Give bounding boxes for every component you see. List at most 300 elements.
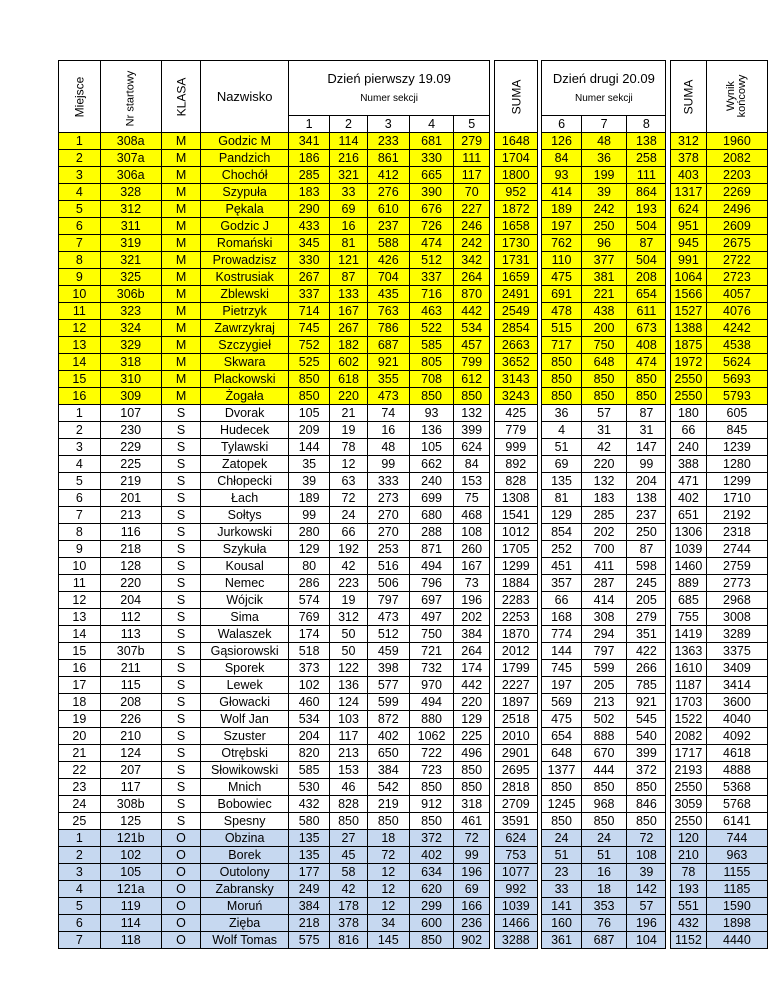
table-cell: Zatopek — [201, 456, 288, 473]
table-cell: 99 — [367, 456, 409, 473]
table-cell: 4092 — [706, 728, 767, 745]
table-cell: 72 — [627, 830, 666, 847]
table-row — [59, 456, 768, 473]
table-cell: S — [161, 609, 201, 626]
table-cell: 828 — [330, 796, 367, 813]
table-cell: 372 — [410, 830, 454, 847]
table-cell: 871 — [410, 541, 454, 558]
table-cell: Prowadzisz — [201, 252, 288, 269]
table-cell: Lewek — [201, 677, 288, 694]
results-table — [58, 60, 768, 949]
table-cell: 84 — [542, 150, 581, 167]
table-cell: 182 — [330, 337, 367, 354]
table-cell: 372 — [627, 762, 666, 779]
table-cell: 337 — [410, 269, 454, 286]
table-cell: 377 — [581, 252, 627, 269]
table-cell: 373 — [288, 660, 330, 677]
section-number: 5 — [454, 116, 490, 133]
table-cell: 902 — [454, 932, 490, 949]
table-cell: 951 — [670, 218, 706, 235]
table-cell: 7 — [59, 932, 101, 949]
table-cell: 330 — [288, 252, 330, 269]
table-cell: 253 — [367, 541, 409, 558]
table-cell: 12 — [367, 898, 409, 915]
table-cell: 1306 — [670, 524, 706, 541]
table-cell: 577 — [367, 677, 409, 694]
section-number: 7 — [581, 116, 627, 133]
table-row — [59, 813, 768, 830]
table-cell: 2082 — [706, 150, 767, 167]
table-row — [59, 541, 768, 558]
table-row — [59, 745, 768, 762]
table-cell: M — [161, 269, 201, 286]
table-cell: 39 — [581, 184, 627, 201]
table-cell: 442 — [454, 677, 490, 694]
table-cell: 237 — [627, 507, 666, 524]
table-cell: 763 — [367, 303, 409, 320]
table-cell: 117 — [330, 728, 367, 745]
table-cell: 51 — [542, 439, 581, 456]
table-cell: Chochół — [201, 167, 288, 184]
table-row — [59, 524, 768, 541]
table-cell: 319 — [100, 235, 161, 252]
table-cell: 216 — [330, 150, 367, 167]
table-cell: 850 — [542, 388, 581, 405]
table-cell: 574 — [288, 592, 330, 609]
table-cell: 270 — [367, 524, 409, 541]
table-cell: Kousal — [201, 558, 288, 575]
table-cell: 122 — [330, 660, 367, 677]
table-cell: M — [161, 235, 201, 252]
table-row — [59, 405, 768, 422]
table-cell: 204 — [288, 728, 330, 745]
table-row — [59, 269, 768, 286]
table-row — [59, 167, 768, 184]
table-cell: 205 — [627, 592, 666, 609]
table-cell: 213 — [100, 507, 161, 524]
table-cell: 290 — [288, 201, 330, 218]
table-cell: O — [161, 915, 201, 932]
table-cell: 762 — [542, 235, 581, 252]
table-cell: 648 — [581, 354, 627, 371]
table-cell: 110 — [542, 252, 581, 269]
table-row — [59, 354, 768, 371]
table-cell: 96 — [581, 235, 627, 252]
table-cell: Nemec — [201, 575, 288, 592]
table-cell: 2082 — [670, 728, 706, 745]
table-row — [59, 609, 768, 626]
section-number: 3 — [367, 116, 409, 133]
table-cell: 714 — [288, 303, 330, 320]
table-cell: M — [161, 133, 201, 150]
table-cell: 708 — [410, 371, 454, 388]
table-cell: 2012 — [494, 643, 537, 660]
table-cell: 685 — [670, 592, 706, 609]
table-cell: 202 — [454, 609, 490, 626]
table-cell: S — [161, 541, 201, 558]
section-number: 2 — [330, 116, 367, 133]
table-cell: 864 — [627, 184, 666, 201]
table-cell: 473 — [367, 388, 409, 405]
table-cell: 515 — [542, 320, 581, 337]
table-cell: 328 — [100, 184, 161, 201]
table-cell: 512 — [410, 252, 454, 269]
table-cell: 19 — [59, 711, 101, 728]
table-row — [59, 694, 768, 711]
table-cell: 264 — [454, 643, 490, 660]
table-row — [59, 643, 768, 660]
table-cell: S — [161, 779, 201, 796]
table-cell: 70 — [454, 184, 490, 201]
table-cell: 1280 — [706, 456, 767, 473]
table-cell: Tylawski — [201, 439, 288, 456]
table-cell: 307b — [100, 643, 161, 660]
table-cell: 18 — [581, 881, 627, 898]
table-cell: 279 — [454, 133, 490, 150]
table-cell: 534 — [454, 320, 490, 337]
table-cell: 816 — [330, 932, 367, 949]
table-cell: 1077 — [494, 864, 537, 881]
table-cell: 114 — [100, 915, 161, 932]
table-cell: 119 — [100, 898, 161, 915]
table-cell: 3 — [59, 864, 101, 881]
header-day2: Dzień drugi 20.09 Numer sekcji — [542, 61, 666, 116]
table-cell: 691 — [542, 286, 581, 303]
table-cell: 1239 — [706, 439, 767, 456]
table-cell: 197 — [542, 677, 581, 694]
table-cell: 600 — [410, 915, 454, 932]
table-cell: 114 — [330, 133, 367, 150]
table-cell: 585 — [288, 762, 330, 779]
table-cell: 828 — [494, 473, 537, 490]
table-cell: 769 — [288, 609, 330, 626]
table-cell: 118 — [100, 932, 161, 949]
table-cell: 2609 — [706, 218, 767, 235]
table-cell: 12 — [367, 864, 409, 881]
table-cell: 850 — [627, 388, 666, 405]
table-row — [59, 507, 768, 524]
table-cell: 219 — [367, 796, 409, 813]
table-cell: 245 — [627, 575, 666, 592]
table-cell: 6 — [59, 490, 101, 507]
table-cell: 345 — [288, 235, 330, 252]
table-cell: Mnich — [201, 779, 288, 796]
table-cell: 605 — [706, 405, 767, 422]
table-cell: 745 — [542, 660, 581, 677]
table-cell: 1898 — [706, 915, 767, 932]
table-row — [59, 762, 768, 779]
table-cell: 402 — [410, 847, 454, 864]
table-cell: Pękala — [201, 201, 288, 218]
table-cell: 105 — [410, 439, 454, 456]
table-cell: 1590 — [706, 898, 767, 915]
table-cell: 73 — [454, 575, 490, 592]
table-cell: 63 — [330, 473, 367, 490]
table-cell: 308b — [100, 796, 161, 813]
table-cell: 3008 — [706, 609, 767, 626]
table-cell: 260 — [454, 541, 490, 558]
table-cell: 796 — [410, 575, 454, 592]
table-cell: 230 — [100, 422, 161, 439]
table-cell: 442 — [454, 303, 490, 320]
table-cell: 99 — [288, 507, 330, 524]
table-cell: 968 — [581, 796, 627, 813]
table-cell: 478 — [542, 303, 581, 320]
table-cell: 361 — [542, 932, 581, 949]
table-cell: 12 — [367, 881, 409, 898]
table-cell: 36 — [542, 405, 581, 422]
table-cell: 1317 — [670, 184, 706, 201]
table-cell: 192 — [330, 541, 367, 558]
table-cell: O — [161, 830, 201, 847]
table-cell: 81 — [542, 490, 581, 507]
table-cell: S — [161, 643, 201, 660]
table-cell: 196 — [454, 592, 490, 609]
table-cell: 384 — [454, 626, 490, 643]
table-cell: 213 — [581, 694, 627, 711]
table-cell: 2695 — [494, 762, 537, 779]
table-cell: 27 — [330, 830, 367, 847]
table-cell: 1522 — [670, 711, 706, 728]
table-cell: S — [161, 677, 201, 694]
table-cell: 93 — [542, 167, 581, 184]
table-row — [59, 932, 768, 949]
table-cell: Pandzich — [201, 150, 288, 167]
table-cell: 48 — [581, 133, 627, 150]
table-cell: 294 — [581, 626, 627, 643]
table-cell: 225 — [454, 728, 490, 745]
table-cell: 569 — [542, 694, 581, 711]
table-cell: 388 — [670, 456, 706, 473]
table-cell: Godzic J — [201, 218, 288, 235]
table-cell: 223 — [330, 575, 367, 592]
table-cell: 6 — [59, 218, 101, 235]
table-cell: 378 — [670, 150, 706, 167]
table-cell: Słowikowski — [201, 762, 288, 779]
table-cell: 186 — [288, 150, 330, 167]
table-cell: 204 — [100, 592, 161, 609]
table-cell: 80 — [288, 558, 330, 575]
table-cell: 3059 — [670, 796, 706, 813]
table-cell: 25 — [59, 813, 101, 830]
table-cell: 24 — [330, 507, 367, 524]
table-row — [59, 235, 768, 252]
table-cell: S — [161, 558, 201, 575]
table-cell: 1460 — [670, 558, 706, 575]
table-cell: 2773 — [706, 575, 767, 592]
table-cell: 745 — [288, 320, 330, 337]
table-cell: 697 — [410, 592, 454, 609]
table-cell: Gąsiorowski — [201, 643, 288, 660]
table-cell: 135 — [542, 473, 581, 490]
table-cell: 435 — [367, 286, 409, 303]
table-cell: 13 — [59, 609, 101, 626]
table-cell: S — [161, 796, 201, 813]
table-cell: 266 — [627, 660, 666, 677]
table-row — [59, 898, 768, 915]
table-cell: 497 — [410, 609, 454, 626]
table-cell: 2 — [59, 150, 101, 167]
table-cell: 414 — [542, 184, 581, 201]
table-cell: 9 — [59, 541, 101, 558]
table-cell: 270 — [367, 507, 409, 524]
table-cell: S — [161, 507, 201, 524]
table-row — [59, 864, 768, 881]
table-row — [59, 388, 768, 405]
table-cell: 209 — [288, 422, 330, 439]
table-cell: 177 — [288, 864, 330, 881]
table-cell: 1 — [59, 830, 101, 847]
table-cell: 189 — [542, 201, 581, 218]
table-cell: 1187 — [670, 677, 706, 694]
table-cell: 599 — [581, 660, 627, 677]
table-cell: 732 — [410, 660, 454, 677]
table-cell: 33 — [542, 881, 581, 898]
table-cell: 846 — [627, 796, 666, 813]
table-cell: 5 — [59, 898, 101, 915]
table-row — [59, 184, 768, 201]
table-cell: 58 — [330, 864, 367, 881]
table-cell: 6 — [59, 915, 101, 932]
table-cell: 9 — [59, 269, 101, 286]
table-cell: M — [161, 201, 201, 218]
table-cell: 285 — [581, 507, 627, 524]
table-cell: 1870 — [494, 626, 537, 643]
table-cell: 167 — [454, 558, 490, 575]
table-cell: 23 — [542, 864, 581, 881]
table-cell: Zięba — [201, 915, 288, 932]
table-cell: 2227 — [494, 677, 537, 694]
table-cell: 242 — [581, 201, 627, 218]
table-cell: 15 — [59, 643, 101, 660]
table-cell: 744 — [706, 830, 767, 847]
table-cell: 183 — [288, 184, 330, 201]
table-cell: 850 — [581, 371, 627, 388]
table-cell: 673 — [627, 320, 666, 337]
header-wynik: Wynik końcowy — [706, 61, 767, 133]
table-cell: 250 — [581, 218, 627, 235]
table-cell: 2203 — [706, 167, 767, 184]
table-cell: 2496 — [706, 201, 767, 218]
table-cell: 210 — [100, 728, 161, 745]
table-cell: 51 — [542, 847, 581, 864]
table-cell: 39 — [288, 473, 330, 490]
table-cell: 329 — [100, 337, 161, 354]
table-cell: 880 — [410, 711, 454, 728]
table-cell: 599 — [367, 694, 409, 711]
table-cell: 136 — [330, 677, 367, 694]
table-cell: 670 — [581, 745, 627, 762]
table-row — [59, 422, 768, 439]
table-cell: 602 — [330, 354, 367, 371]
table-cell: 12 — [330, 456, 367, 473]
table-cell: Wolf Tomas — [201, 932, 288, 949]
table-cell: 227 — [454, 201, 490, 218]
table-cell: 147 — [627, 439, 666, 456]
table-cell: 2675 — [706, 235, 767, 252]
table-cell: 353 — [581, 898, 627, 915]
table-cell: Wójcik — [201, 592, 288, 609]
table-cell: 87 — [627, 541, 666, 558]
table-cell: 889 — [670, 575, 706, 592]
table-cell: 31 — [627, 422, 666, 439]
table-cell: 4618 — [706, 745, 767, 762]
table-cell: M — [161, 354, 201, 371]
table-cell: 723 — [410, 762, 454, 779]
header-klasa: KLASA — [161, 61, 201, 133]
table-cell: 153 — [454, 473, 490, 490]
table-cell: M — [161, 337, 201, 354]
table-cell: 105 — [288, 405, 330, 422]
table-cell: 33 — [330, 184, 367, 201]
table-cell: 650 — [367, 745, 409, 762]
table-cell: 226 — [100, 711, 161, 728]
table-cell: 218 — [100, 541, 161, 558]
table-cell: 12 — [59, 320, 101, 337]
table-cell: 115 — [100, 677, 161, 694]
table-cell: 107 — [100, 405, 161, 422]
section-number: 6 — [542, 116, 581, 133]
table-cell: 193 — [627, 201, 666, 218]
table-cell: 11 — [59, 575, 101, 592]
table-cell: Obzina — [201, 830, 288, 847]
table-cell: 87 — [330, 269, 367, 286]
table-cell: 102 — [288, 677, 330, 694]
table-cell: 153 — [330, 762, 367, 779]
table-cell: 199 — [581, 167, 627, 184]
table-cell: 1566 — [670, 286, 706, 303]
table-cell: 687 — [581, 932, 627, 949]
header-nazwisko: Nazwisko — [201, 61, 288, 133]
table-cell: 870 — [454, 286, 490, 303]
table-cell: 850 — [330, 813, 367, 830]
table-cell: 287 — [581, 575, 627, 592]
table-cell: 166 — [454, 898, 490, 915]
table-cell: 2549 — [494, 303, 537, 320]
table-cell: 779 — [494, 422, 537, 439]
table-cell: 1299 — [494, 558, 537, 575]
table-cell: Szczygieł — [201, 337, 288, 354]
table-cell: 457 — [454, 337, 490, 354]
table-cell: 309 — [100, 388, 161, 405]
table-cell: 850 — [410, 813, 454, 830]
table-cell: 236 — [454, 915, 490, 932]
table-cell: 135 — [288, 830, 330, 847]
table-row — [59, 660, 768, 677]
table-cell: 34 — [367, 915, 409, 932]
table-cell: 14 — [59, 626, 101, 643]
table-cell: 17 — [59, 677, 101, 694]
table-cell: 3591 — [494, 813, 537, 830]
table-cell: 474 — [410, 235, 454, 252]
table-cell: 611 — [627, 303, 666, 320]
table-cell: 10 — [59, 558, 101, 575]
table-cell: 240 — [670, 439, 706, 456]
table-cell: 850 — [542, 813, 581, 830]
table-cell: 516 — [367, 558, 409, 575]
table-cell: 588 — [367, 235, 409, 252]
table-cell: 2 — [59, 422, 101, 439]
table-cell: 4076 — [706, 303, 767, 320]
table-cell: 411 — [581, 558, 627, 575]
table-cell: 133 — [330, 286, 367, 303]
table-cell: O — [161, 932, 201, 949]
table-cell: 1541 — [494, 507, 537, 524]
table-cell: 3375 — [706, 643, 767, 660]
table-cell: 2854 — [494, 320, 537, 337]
table-cell: 325 — [100, 269, 161, 286]
table-cell: 468 — [454, 507, 490, 524]
